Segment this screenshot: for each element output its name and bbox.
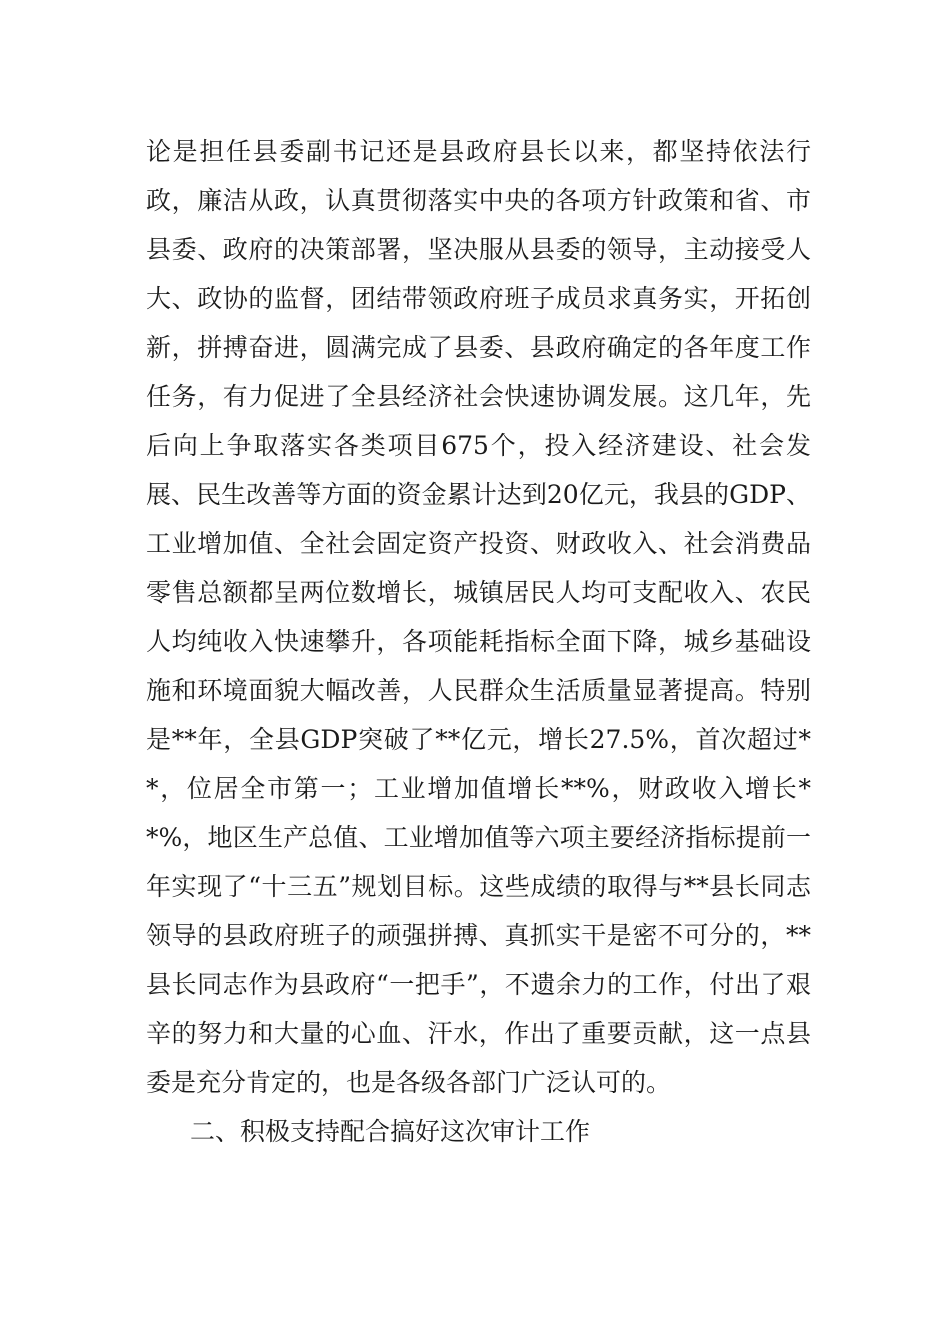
section-heading: 二、积极支持配合搞好这次审计工作 bbox=[190, 1117, 591, 1146]
body-paragraph: 论是担任县委副书记还是县政府县长以来，都坚持依法行政，廉洁从政，认真贯彻落实中央的各项方针政策和省、市县委、政府的决策部署，坚决服从县委的领导，主动接受人大、政协的监督，团结带领政府班子成员求真务实，开拓创新，拼搏奋进，圆满完成了县委、县政府确定的各年度工作任务，有力促进了全县经济社会快速协调发展。这几年，先后向上争取落实各类项目675个，投入经济建设、社会发展、民生改善等方面的资金累计达到20亿元，我县的GDP、工业增加值、全社会固定资产投资、财政收入、社会消费品零售总额都呈两位数增长，城镇居民人均可支配收入、农民人均纯收入快速攀升，各项能耗指标全面下降，城乡基础设施和环境面貌大幅改善，人民群众生活质量显著提高。特别是**年，全县GDP突破了**亿元，增长27.5%，首次超过**，位居全市第一；工业增加值增长**%，财政收入增长**%，地区生产总值、工业增加值等六项主要经济指标提前一年实现了“十三五”规划目标。这些成绩的取得与**县长同志领导的县政府班子的顽强拼搏、真抓实干是密不可分的，**县长同志作为县政府“一把手”，不遗余力的工作，付出了艰辛的努力和大量的心血、汗水，作出了重要贡献，这一点县委是充分肯定的，也是各级各部门广泛认可的。 bbox=[146, 137, 811, 1097]
document-content bbox=[146, 127, 811, 1156]
